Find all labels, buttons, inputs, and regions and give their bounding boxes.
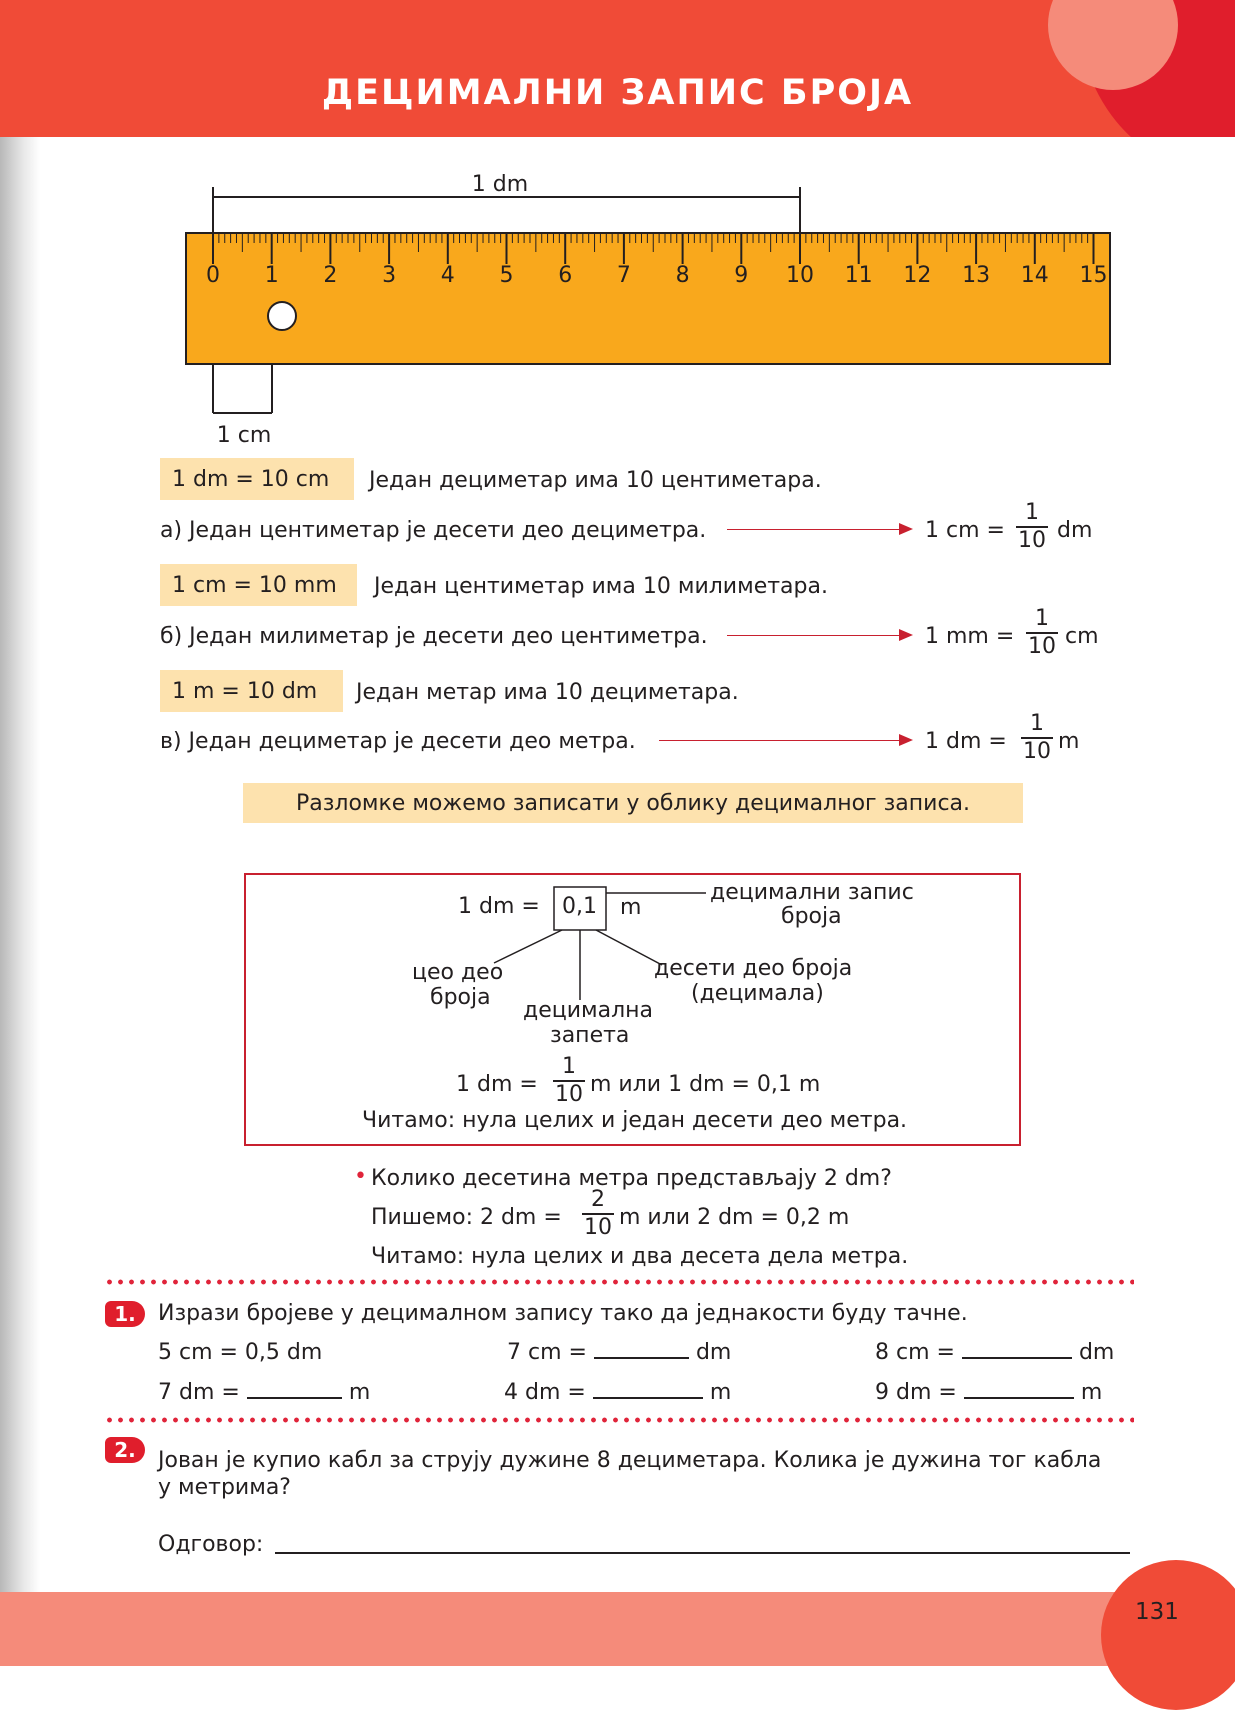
task-1-item-6 (875, 1382, 1102, 1404)
task-1-item-3-unit: dm (1078, 1340, 1115, 1365)
ruler-body (186, 233, 1110, 364)
label-decimal-notation-2: броја (781, 904, 842, 929)
fact-text-1: Један дециметар има 10 центиметара. (369, 468, 822, 493)
fraction-a-den: 10 (1018, 528, 1046, 553)
example-write-left: Пишемо: 2 dm = (371, 1205, 562, 1230)
page-number-circle (1101, 1560, 1235, 1710)
task-1-item-3-left: 8 cm = (875, 1340, 955, 1365)
ruler-number: 14 (1020, 263, 1049, 288)
fraction-v-den: 10 (1023, 739, 1051, 764)
formula-right: m или 1 dm = 0,1 m (590, 1072, 821, 1097)
ruler-number: 6 (558, 263, 573, 288)
arrow-head-b (899, 629, 913, 641)
example-reading: Читамо: нула целих и два десета дела метра. (371, 1244, 909, 1269)
book-spine-shadow (0, 0, 40, 1666)
task-1-item-4-left: 7 dm = (158, 1380, 240, 1405)
fact-text-3: Један метар има 10 дециметара. (356, 680, 739, 705)
page-title: ДЕЦИМАЛНИ ЗАПИС БРОЈА (321, 73, 914, 113)
ruler-number: 1 (264, 263, 279, 288)
ruler-hole (268, 302, 296, 330)
task-1-item-6-left: 9 dm = (875, 1380, 957, 1405)
label-tenths: десети део броја (654, 956, 853, 981)
cm-label: 1 cm (216, 423, 272, 448)
result-b-left: 1 mm = (925, 624, 1015, 649)
ruler-number: 0 (206, 263, 220, 288)
task-1-item-2 (507, 1342, 731, 1364)
fact-box-2 (160, 564, 357, 606)
ruler-number: 2 (323, 263, 338, 288)
bullet-icon: • (354, 1164, 367, 1189)
label-decimal-comma: децимална (523, 998, 654, 1023)
note-text: Разломке можемо записати у облику децималног записа. (295, 791, 971, 816)
result-a-left: 1 cm = (925, 518, 1005, 543)
task-1-example: 5 cm = 0,5 dm (158, 1340, 323, 1365)
diagram-value: 0,1 (562, 894, 597, 919)
ruler-number: 13 (962, 263, 991, 288)
example-question: Колико десетина метра представљају 2 dm? (371, 1166, 892, 1191)
fraction-b-num: 1 (1035, 606, 1049, 631)
task-1-item-4 (158, 1382, 370, 1404)
ruler-number: 7 (616, 263, 631, 288)
fraction-v-num: 1 (1030, 711, 1044, 736)
ruler-number: 8 (675, 263, 690, 288)
ruler-number: 5 (499, 263, 514, 288)
result-a-unit: dm (1057, 518, 1093, 543)
pointer-tenths (596, 930, 662, 965)
ruler-number: 11 (844, 263, 873, 288)
ruler-number: 4 (440, 263, 455, 288)
ruler-number: 12 (903, 263, 932, 288)
example-write-right: m или 2 dm = 0,2 m (619, 1205, 850, 1230)
answer-blank[interactable] (962, 1357, 1072, 1359)
pointer-whole (494, 930, 562, 963)
fact-box-1-text: 1 dm = 10 cm (172, 467, 330, 492)
example-fraction (582, 1189, 614, 1239)
note-box (243, 783, 1023, 823)
answer-label: Одговор: (158, 1532, 264, 1557)
fraction-b (1026, 608, 1058, 658)
task-1-item-4-unit: m (348, 1380, 371, 1405)
formula-left: 1 dm = (456, 1072, 538, 1097)
fraction-b-den: 10 (1028, 634, 1056, 659)
example-fraction-num: 2 (591, 1187, 605, 1212)
result-b-unit: cm (1065, 624, 1099, 649)
ruler-diagram (170, 160, 1120, 460)
fact-box-3-text: 1 m = 10 dm (172, 679, 318, 704)
page-header (0, 0, 1235, 137)
ruler-number: 10 (786, 263, 814, 288)
fact-box-1 (160, 458, 354, 500)
dm-label: 1 dm (471, 172, 529, 197)
label-whole-part-2: броја (430, 985, 491, 1010)
dotted-divider (104, 1279, 1134, 1285)
diagram-unit: m (620, 895, 642, 920)
fraction-a-num: 1 (1025, 500, 1039, 525)
diagram-eq-left: 1 dm = (458, 894, 540, 919)
label-decimal-comma-2: запета (550, 1023, 630, 1048)
fraction-a (1016, 502, 1048, 552)
arrow-line-a (727, 529, 901, 530)
task-1-badge: 1. (105, 1301, 145, 1327)
answer-blank[interactable] (593, 1397, 703, 1399)
task-1-item-3 (875, 1342, 1114, 1364)
task-2-badge: 2. (105, 1437, 145, 1463)
formula-fraction-den: 10 (555, 1082, 583, 1107)
task-1-item-5 (504, 1382, 731, 1404)
answer-line[interactable] (275, 1552, 1130, 1554)
answer-blank[interactable] (594, 1357, 689, 1359)
label-decimal-notation: децимални запис (710, 880, 914, 905)
task-1-item-2-left: 7 cm = (507, 1340, 587, 1365)
formula-fraction-num: 1 (562, 1054, 576, 1079)
example-fraction-den: 10 (584, 1215, 612, 1240)
page-number: 131 (1135, 1599, 1179, 1625)
arrow-head-v (899, 734, 913, 746)
task-1-item-6-unit: m (1080, 1380, 1103, 1405)
task-2-text-line-2: у метрима? (158, 1475, 291, 1500)
fact-box-3 (160, 670, 343, 712)
task-1-instruction: Изрази бројеве у децималном запису тако да једнакости буду тачне. (158, 1301, 968, 1326)
fact-text-2: Један центиметар има 10 милиметара. (374, 574, 828, 599)
label-whole-part: цео део (412, 960, 504, 985)
diagram-reading: Читамо: нула целих и један десети део метра. (362, 1108, 908, 1133)
task-1-item-5-unit: m (709, 1380, 732, 1405)
formula-fraction (553, 1056, 585, 1106)
page-footer (0, 1592, 1235, 1666)
arrow-line-v (659, 740, 901, 741)
arrow-line-b (727, 635, 901, 636)
fact-line-v: в) Један дециметар је десети део метра. (160, 729, 636, 754)
result-v-unit: m (1058, 729, 1080, 754)
ruler-number: 3 (382, 263, 397, 288)
ruler-number: 9 (734, 263, 749, 288)
task-1-item-5-left: 4 dm = (504, 1380, 586, 1405)
answer-blank[interactable] (964, 1397, 1074, 1399)
answer-blank[interactable] (247, 1397, 342, 1399)
fraction-v (1021, 713, 1053, 763)
fact-box-2-text: 1 cm = 10 mm (172, 573, 337, 598)
task-2-text-line-1: Јован је купио кабл за струју дужине 8 дециметара. Колика је дужина тог кабла (158, 1448, 1102, 1473)
arrow-head-a (899, 523, 913, 535)
ruler-number: 15 (1079, 263, 1108, 288)
dotted-divider (104, 1417, 1134, 1423)
label-tenths-2: (децимала) (691, 981, 824, 1006)
task-1-item-2-unit: dm (695, 1340, 732, 1365)
result-v-left: 1 dm = (925, 729, 1007, 754)
fact-line-a: а) Један центиметар је десети део дециметра. (160, 518, 707, 543)
fact-line-b: б) Један милиметар је десети део центиметра. (160, 624, 708, 649)
